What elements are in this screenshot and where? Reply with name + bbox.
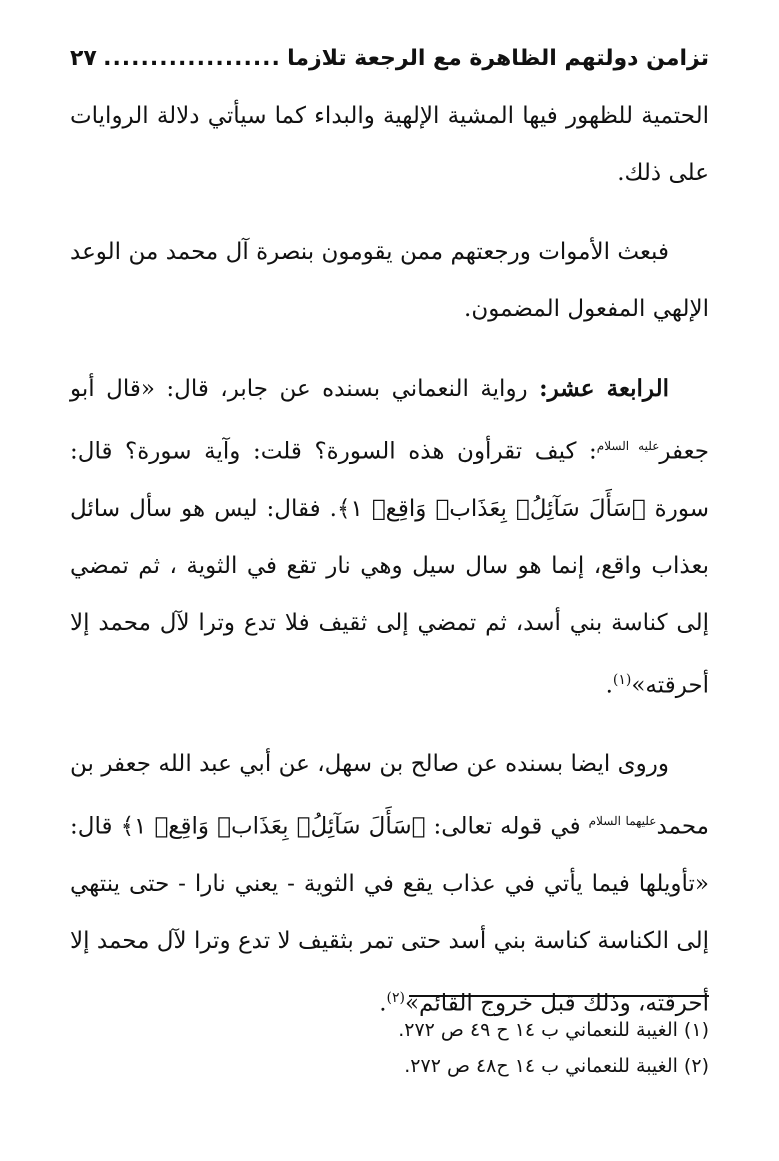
paragraph-4-text-c: قال: «تأويلها فيما يأتي في عذاب يقع في الثوية - يعني نارا - حتى ينتهي إلى الكناسة كناسة بني أسد حتى تمر بثقيف لا تدع وترا لآل محمد إلا أحرقته، وذلك قبل خروج القائم» [70,813,709,1017]
header-title: تزامن دولتهم الظاهرة مع الرجعة تلازما [287,45,709,71]
footnote-separator [409,995,709,997]
paragraph-3: الرابعة عشر: رواية النعماني بسنده عن جابر، قال: «قال أبو جعفر$^{عليه السلام}$: كيف تقرأون هذه السورة؟ قلت: وآية سورة؟ قال: سورة ﴿سَأَلَ سَآئِلُۢ بِعَذَابٖ وَاقِعٖ ١﴾. فقال: ليس هو سأل سائل بعذاب واقع، إنما هو سال سيل وهي نار تقع في الثوية ، ثم تمضي إلى كناسة بني أسد، ثم تمضي إلى ثقيف فلا تدع وترا لآل محمد إلا أحرقته»$^{(١)}$. [70,375,709,699]
main-text [70,88,709,1055]
paragraph-3-text-b: : كيف تقرأون هذه السورة؟ قلت: وآية سورة؟ قال: سورة [70,438,709,522]
quran-verse: ﴿سَأَلَ سَآئِلُۢ بِعَذَابٖ وَاقِعٖ ١﴾ [120,813,426,840]
paragraph-4-text-b: في قوله تعالى: [425,813,589,840]
footnotes [70,1012,709,1084]
paragraph-4: وروى ايضا بسنده عن صالح بن سهل، عن أبي عبد الله جعفر بن محمد$^{عليهما السلام}$ في قوله تعالى: ﴿سَأَلَ سَآئِلُۢ بِعَذَابٖ وَاقِعٖ ١﴾ قال: «تأويلها فيما يأتي في عذاب يقع في الثوية - يعني نارا - حتى ينتهي إلى الكناسة كناسة بني أسد حتى تمر بثقيف لا تدع وترا لآل محمد إلا أحرقته، وذلك قبل خروج القائم»$^{(٢)}$. [70,751,709,1017]
footnote-2: (٢) الغيبة للنعماني ب ١٤ ح٤٨ ص ٢٧٢. [404,1055,709,1077]
honorific-symbol: عليه السلام [596,439,660,453]
running-header [70,38,709,78]
paragraph-2 [70,224,709,338]
narration-label: الرابعة عشر: [539,375,669,402]
footnote-ref-2[interactable]: (٢) [386,989,405,1006]
page-number: ٢٧ [70,45,97,71]
quran-verse: ﴿سَأَلَ سَآئِلُۢ بِعَذَابٖ وَاقِعٖ ١﴾ [336,495,646,522]
footnote-1: (١) الغيبة للنعماني ب ١٤ ح ٤٩ ص ٢٧٢. [398,1019,709,1041]
paragraph-2-text: فبعث الأموات ورجعتهم ممن يقومون بنصرة آل محمد من الوعد الإلهي المفعول المضمون. [70,239,709,322]
header-leader-dots: ................... [103,45,281,71]
paragraph-4-text-a: وروى ايضا بسنده عن صالح بن سهل، عن أبي عبد الله جعفر بن محمد [70,751,709,840]
paragraph-3-text-a: رواية النعماني بسنده عن جابر، قال: «قال أبو جعفر [70,376,709,465]
footnote-ref-1[interactable]: (١) [612,671,632,688]
honorific-symbol: عليهما السلام [588,814,657,829]
paragraph-1-text: الحتمية للظهور فيها المشية الإلهية والبداء كما سيأتي دلالة الروايات على ذلك. [70,103,709,186]
paragraph-3-text-c: . فقال: ليس هو سأل سائل بعذاب واقع، إنما هو سال سيل وهي نار تقع في الثوية ، ثم تمضي إلى كناسة بني أسد، ثم تمضي إلى ثقيف فلا تدع وترا لآل محمد إلا أحرقته» [70,495,709,699]
paragraph-1 [70,88,709,202]
